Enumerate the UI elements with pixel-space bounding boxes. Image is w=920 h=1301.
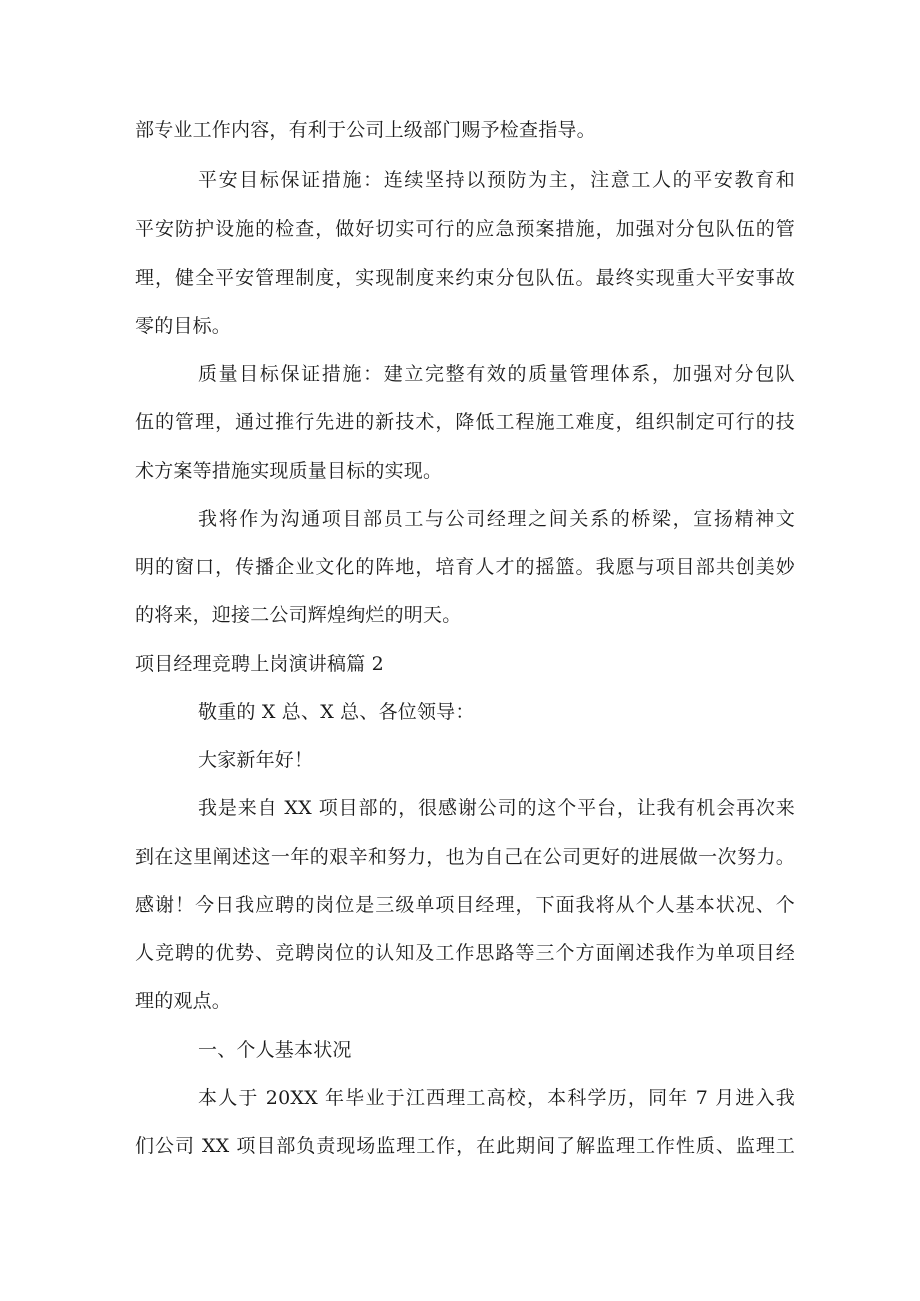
subsection-heading: 一、个人基本状况 [198, 1039, 352, 1061]
paragraph-line: 质量目标保证措施：建立完整有效的质量管理体系，加强对分包队 [198, 363, 795, 385]
paragraph-line: 明的窗口，传播企业文化的阵地，培育人才的摇篮。我愿与项目部共创美妙 [135, 556, 795, 578]
paragraph-line: 部专业工作内容，有利于公司上级部门赐予检查指导。 [135, 119, 596, 141]
paragraph-line: 理的观点。 [135, 990, 232, 1012]
paragraph-line: 人竞聘的优势、竞聘岗位的认知及工作思路等三个方面阐述我作为单项目经 [135, 942, 795, 964]
salutation-line: 敬重的 X 总、X 总、各位领导： [198, 701, 475, 723]
greeting-line: 大家新年好！ [198, 749, 314, 771]
paragraph-line: 们公司 XX 项目部负责现场监理工作，在此期间了解监理工作性质、监理工 [135, 1135, 795, 1157]
paragraph-line: 零的目标。 [135, 315, 232, 337]
paragraph-line: 术方案等措施实现质量目标的实现。 [135, 460, 443, 482]
paragraph-line: 平安防护设施的检查，做好切实可行的应急预案措施，加强对分包队伍的管 [135, 218, 795, 240]
paragraph-line: 理，健全平安管理制度，实现制度来约束分包队伍。最终实现重大平安事故 [135, 267, 795, 289]
paragraph-line: 我将作为沟通项目部员工与公司经理之间关系的桥梁，宣扬精神文 [198, 508, 795, 530]
paragraph-line: 本人于 20XX 年毕业于江西理工高校，本科学历，同年 7 月进入我 [198, 1087, 795, 1109]
paragraph-line: 的将来，迎接二公司辉煌绚烂的明天。 [135, 604, 462, 626]
paragraph-line: 感谢！今日我应聘的岗位是三级单项目经理，下面我将从个人基本状况、个 [135, 894, 795, 916]
paragraph-line: 平安目标保证措施：连续坚持以预防为主，注意工人的平安教育和 [198, 169, 795, 191]
paragraph-line: 我是来自 XX 项目部的，很感谢公司的这个平台，让我有机会再次来 [198, 797, 795, 819]
paragraph-line: 伍的管理，通过推行先进的新技术，降低工程施工难度，组织制定可行的技 [135, 411, 795, 433]
section-heading: 项目经理竞聘上岗演讲稿篇 2 [135, 653, 384, 675]
paragraph-line: 到在这里阐述这一年的艰辛和努力，也为自己在公司更好的进展做一次努力。 [135, 846, 795, 868]
